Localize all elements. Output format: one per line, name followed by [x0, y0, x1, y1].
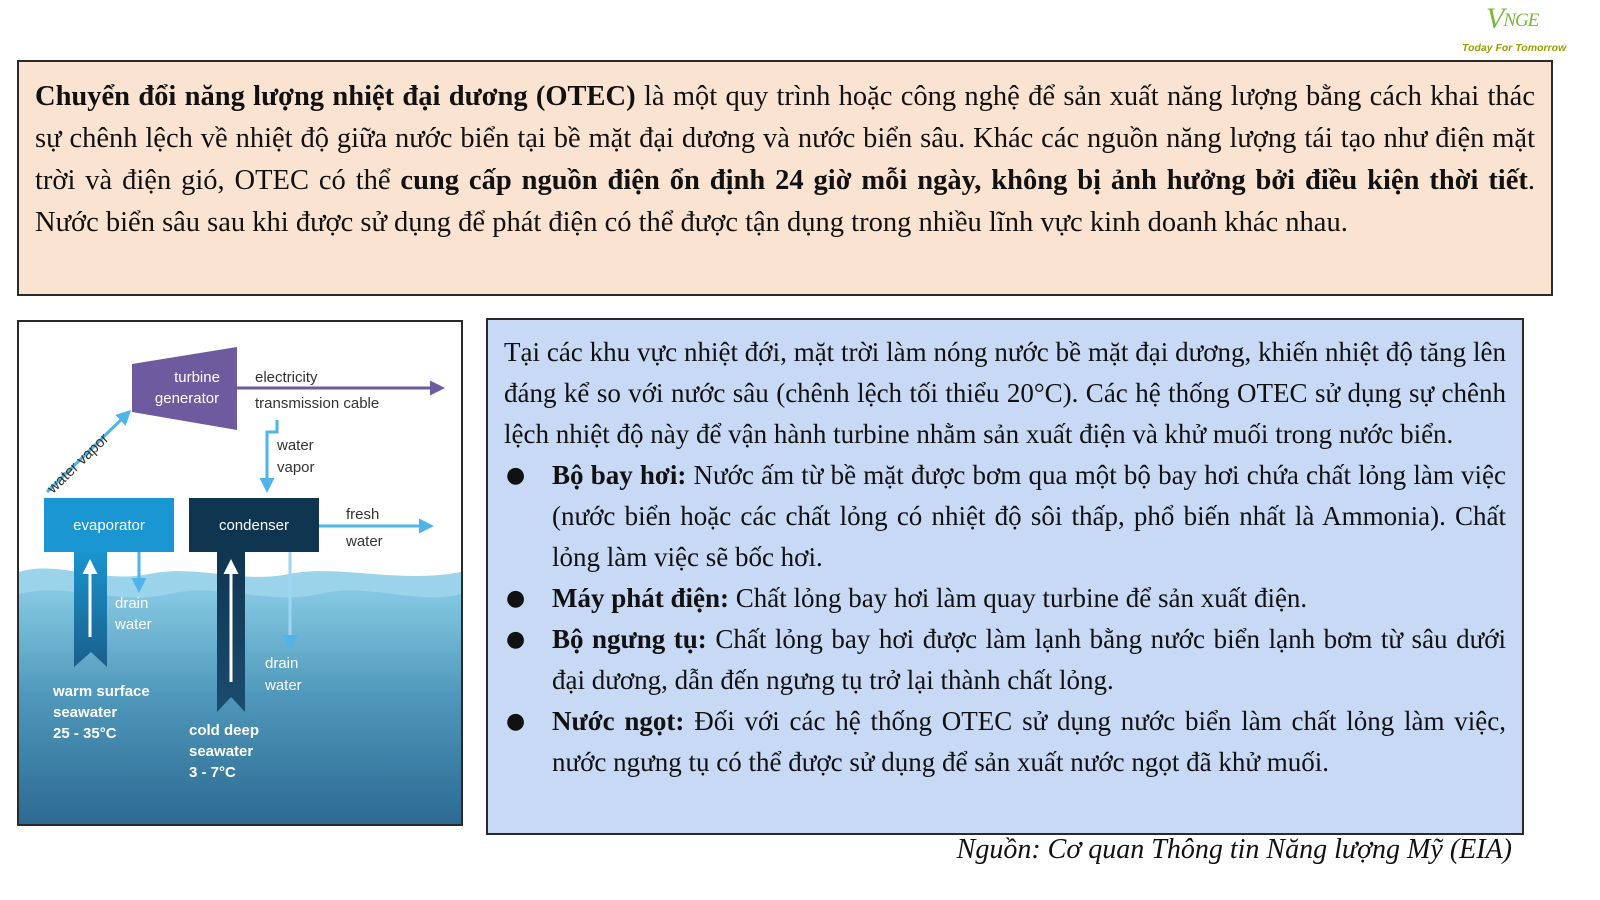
fresh-water-label-2: water [346, 533, 383, 550]
drain2-label-1: drain [265, 655, 299, 672]
explanation-intro: Tại các khu vực nhiệt đới, mặt trời làm nóng nước bề mặt đại dương, khiến nhiệt độ tăng lên đáng kể so với nước sâu (chênh lệch tối thiểu 20°C). Các hệ thống OTEC sử dụng sự chênh lệch nhiệt độ này để vận hành turbine nhằm sản xuất điện và khử muối trong nước biển. [504, 337, 1506, 449]
intro-key-claim: cung cấp nguồn điện ổn định 24 giờ mỗi ngày, không bị ảnh hưởng bởi điều kiện thời tiết [400, 165, 1528, 196]
cold-label-2: seawater [189, 743, 254, 760]
bullet-icon: ● [506, 627, 526, 652]
list-item-generator: ● Máy phát điện: Chất lỏng bay hơi làm quay turbine để sản xuất điện. [504, 578, 1506, 619]
bullet-icon: ● [506, 463, 526, 488]
otec-explanation-box [486, 318, 1524, 835]
list-item-fresh-water: ● Nước ngọt: Đối với các hệ thống OTEC sử dụng nước biển làm chất lỏng làm việc, nước ngưng tụ có thể được sử dụng để sản xuất nước ngọt đã khử muối. [504, 701, 1506, 783]
drain1-label-1: drain [115, 595, 149, 612]
drain1-label-2: water [115, 616, 152, 633]
source-citation: Nguồn: Cơ quan Thông tin Năng lượng Mỹ (EIA) [956, 834, 1512, 865]
fresh-water-label-1: fresh [346, 506, 380, 523]
list-item-condenser: ● Bộ ngưng tụ: Chất lỏng bay hơi được làm lạnh bằng nước biển lạnh bơm từ sâu dưới đại dương, dẫn đến ngưng tụ trở lại thành chất lỏng. [504, 619, 1506, 701]
water-vapor-label-2: vapor [277, 459, 315, 476]
electricity-label-2: transmission cable [255, 395, 380, 412]
drain2-label-2: water [265, 677, 302, 694]
otec-diagram [19, 322, 461, 824]
cold-label-3: 3 - 7°C [189, 764, 236, 781]
intro-text-2: . Nước biển sâu sau khi được sử dụng để phát điện có thể được tận dụng trong nhiều lĩnh vực kinh doanh khác nhau. [35, 165, 1535, 238]
warm-label-3: 25 - 35°C [53, 725, 117, 742]
component-list [504, 455, 1506, 783]
warm-label-2: seawater [53, 704, 118, 721]
otec-term: Chuyển đổi năng lượng nhiệt đại dương (OTEC) [35, 81, 636, 112]
intro-definition-box [17, 60, 1553, 296]
otec-diagram-frame [17, 320, 463, 826]
vnge-logo [1462, 2, 1592, 58]
intro-text-1: là một quy trình hoặc công nghệ để sản xuất năng lượng bằng cách khai thác sự chênh lệch về nhiệt độ giữa nước biển tại bề mặt đại dương và nước biển sâu. Khác các nguồn năng lượng tái tạo như điện mặt trời và điện gió, OTEC có thể [35, 81, 1535, 196]
water-vapor-diag-label: water vapor [43, 430, 113, 497]
turbine-label-2: generator [154, 390, 220, 407]
turbine-generator-shape [132, 347, 237, 430]
water-vapor-label-1: water [277, 437, 314, 454]
warm-label-1: warm surface [53, 683, 150, 700]
logo-wordmark: VNGE [1486, 2, 1539, 35]
vapor-down-arrow [267, 420, 277, 490]
electricity-label-1: electricity [255, 369, 318, 386]
logo-tagline: Today For Tomorrow [1462, 42, 1567, 54]
bullet-icon: ● [506, 586, 526, 611]
bullet-icon: ● [506, 709, 526, 734]
list-item-evaporator: ● Bộ bay hơi: Nước ấm từ bề mặt được bơm qua một bộ bay hơi chứa chất lỏng làm việc (nước biển hoặc các chất lỏng có nhiệt độ sôi thấp, phổ biến nhất là Ammonia). Chất lỏng làm việc sẽ bốc hơi. [504, 455, 1506, 578]
condenser-label: condenser [218, 517, 290, 534]
cold-label-1: cold deep [189, 722, 260, 739]
turbine-label-1: turbine [174, 369, 220, 386]
evaporator-label: evaporator [73, 517, 145, 534]
